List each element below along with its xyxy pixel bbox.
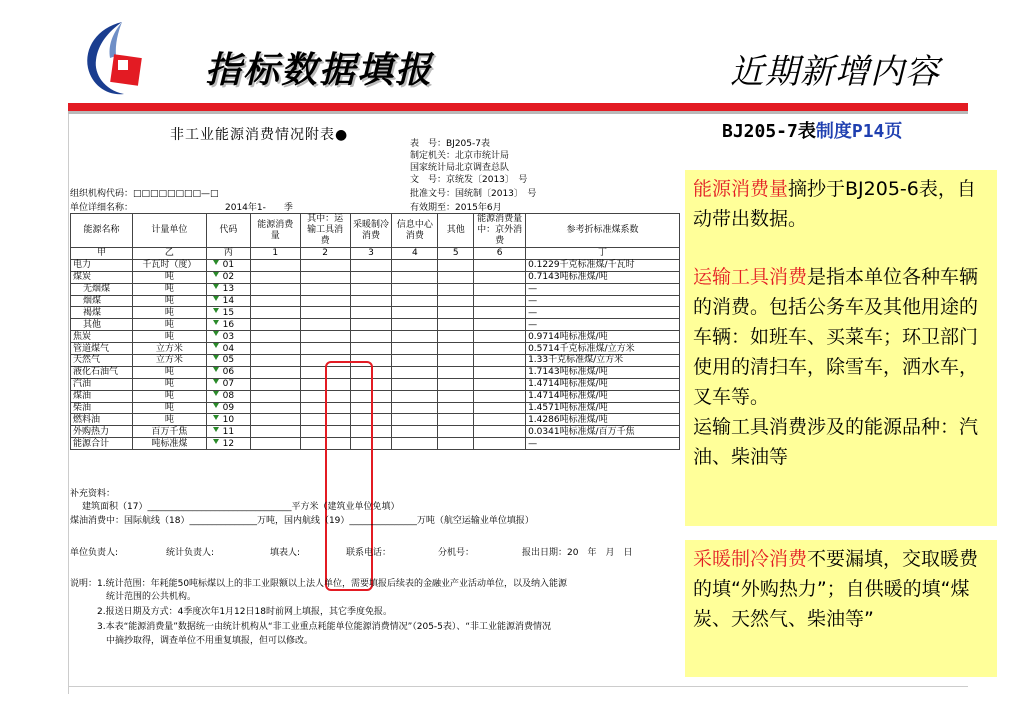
col-header-other: 其他 bbox=[438, 214, 474, 248]
row-datacenter-cell[interactable] bbox=[392, 259, 438, 271]
row-unit: 吨标准煤 bbox=[132, 438, 206, 450]
form-meta-5: 批准文号：国统制〔2013〕 号 bbox=[410, 189, 537, 199]
table-row bbox=[71, 438, 680, 450]
row-beijing-outside-cell[interactable] bbox=[474, 366, 526, 378]
row-coef: — bbox=[526, 307, 680, 319]
row-energy-name: 能源合计 bbox=[71, 438, 133, 450]
row-other-cell[interactable] bbox=[438, 343, 474, 355]
form-meta-1: 表 号：BJ205-7表 bbox=[410, 139, 490, 149]
row-transport-cell[interactable] bbox=[300, 271, 350, 283]
form-reference-label: BJ205-7表 bbox=[722, 121, 816, 142]
row-other-cell[interactable] bbox=[438, 438, 474, 450]
col-index: 1 bbox=[250, 248, 300, 260]
cell-marker-icon bbox=[213, 391, 219, 396]
row-datacenter-cell[interactable] bbox=[392, 283, 438, 295]
row-heat-cell[interactable] bbox=[350, 283, 392, 295]
table-row bbox=[71, 355, 680, 367]
col-header-code: 代码 bbox=[206, 214, 250, 248]
row-transport-cell[interactable] bbox=[300, 331, 350, 343]
table-row bbox=[71, 378, 680, 390]
row-other-cell[interactable] bbox=[438, 283, 474, 295]
row-code: 01 bbox=[206, 259, 250, 271]
row-beijing-outside-cell[interactable] bbox=[474, 390, 526, 402]
col-index: 4 bbox=[392, 248, 438, 260]
row-consumption-cell[interactable] bbox=[250, 426, 300, 438]
sig-stat-head: 统计负责人: bbox=[166, 548, 215, 558]
table-row bbox=[71, 259, 680, 271]
row-other-cell[interactable] bbox=[438, 259, 474, 271]
header-divider-red bbox=[68, 103, 968, 111]
row-beijing-outside-cell[interactable] bbox=[474, 355, 526, 367]
row-coef: 0.0341吨标准煤/百万千焦 bbox=[526, 426, 680, 438]
row-code: 12 bbox=[206, 438, 250, 450]
row-consumption-cell[interactable] bbox=[250, 378, 300, 390]
col-index: 乙 bbox=[132, 248, 206, 260]
row-coef: 0.5714千克标准煤/立方米 bbox=[526, 343, 680, 355]
cell-marker-icon bbox=[213, 343, 219, 348]
row-unit: 吨 bbox=[132, 331, 206, 343]
row-coef: 1.4571吨标准煤/吨 bbox=[526, 402, 680, 414]
row-code: 10 bbox=[206, 414, 250, 426]
row-transport-cell[interactable] bbox=[300, 319, 350, 331]
callout-transport bbox=[693, 262, 989, 412]
row-coef: 1.4714吨标准煤/吨 bbox=[526, 390, 680, 402]
note-line-2: 统计范围的公共机构。 bbox=[70, 592, 197, 602]
row-consumption-cell[interactable] bbox=[250, 355, 300, 367]
row-consumption-cell[interactable] bbox=[250, 307, 300, 319]
row-consumption-cell[interactable] bbox=[250, 331, 300, 343]
col-index-row bbox=[71, 248, 680, 260]
row-other-cell[interactable] bbox=[438, 378, 474, 390]
row-unit: 吨 bbox=[132, 366, 206, 378]
note-line-3: 2.报送日期及方式：4季度次年1月12日18时前网上填报，其它季度免报。 bbox=[70, 607, 392, 617]
row-code: 15 bbox=[206, 307, 250, 319]
table-row bbox=[71, 319, 680, 331]
note-line-1: 说明：1.统计范围：年耗能50吨标煤以上的非工业限额以上法人单位，需要填报后续表的金融业产业活动单位，以及纳入能源 bbox=[70, 579, 568, 589]
row-coef: — bbox=[526, 295, 680, 307]
form-reference-link[interactable]: 制度P14页 bbox=[815, 121, 903, 142]
row-other-cell[interactable] bbox=[438, 271, 474, 283]
cell-marker-icon bbox=[213, 331, 219, 336]
row-beijing-outside-cell[interactable] bbox=[474, 319, 526, 331]
row-code: 06 bbox=[206, 366, 250, 378]
sig-unit-head: 单位负责人: bbox=[70, 548, 119, 558]
row-datacenter-cell[interactable] bbox=[392, 438, 438, 450]
logo-icon bbox=[82, 20, 152, 100]
table-row bbox=[71, 426, 680, 438]
row-beijing-outside-cell[interactable] bbox=[474, 331, 526, 343]
col-header-name: 能源名称 bbox=[71, 214, 133, 248]
page-title: 指标数据填报 bbox=[205, 49, 434, 91]
note-line-5: 中摘抄取得，调查单位不用重复填报，但可以修改。 bbox=[70, 636, 314, 646]
row-consumption-cell[interactable] bbox=[250, 402, 300, 414]
col-header-unit: 计量单位 bbox=[132, 214, 206, 248]
cell-marker-icon bbox=[213, 272, 219, 277]
row-heat-cell[interactable] bbox=[350, 331, 392, 343]
row-datacenter-cell[interactable] bbox=[392, 366, 438, 378]
form-meta-4: 文 号：京统发〔2013〕 号 bbox=[410, 175, 528, 185]
callout-transport-keyword: 运输工具消费 bbox=[693, 266, 808, 288]
row-other-cell[interactable] bbox=[438, 319, 474, 331]
row-heat-cell[interactable] bbox=[350, 319, 392, 331]
callout-consumption bbox=[693, 174, 989, 234]
callout-transport-text: 是指本单位各种车辆的消费。包括公务车及其他用途的车辆：如班车、买菜车；环卫部门使用的清扫车，除雪车，洒水车，叉车等。 bbox=[693, 266, 979, 408]
row-beijing-outside-cell[interactable] bbox=[474, 307, 526, 319]
row-beijing-outside-cell[interactable] bbox=[474, 414, 526, 426]
row-transport-cell[interactable] bbox=[300, 343, 350, 355]
row-unit: 吨 bbox=[132, 295, 206, 307]
header-divider-grey bbox=[68, 111, 968, 114]
row-coef: 1.7143吨标准煤/吨 bbox=[526, 366, 680, 378]
row-other-cell[interactable] bbox=[438, 307, 474, 319]
row-datacenter-cell[interactable] bbox=[392, 343, 438, 355]
row-consumption-cell[interactable] bbox=[250, 271, 300, 283]
cell-marker-icon bbox=[213, 427, 219, 432]
table-row bbox=[71, 366, 680, 378]
col-index: 6 bbox=[474, 248, 526, 260]
row-code: 14 bbox=[206, 295, 250, 307]
callout-heating-text: 不要漏填，交取暖费的填“外购热力”；自供暖的填“煤炭、天然气、柴油等” bbox=[693, 548, 979, 630]
row-coef: — bbox=[526, 283, 680, 295]
row-heat-cell[interactable] bbox=[350, 271, 392, 283]
row-heat-cell[interactable] bbox=[350, 307, 392, 319]
row-coef: 0.1229千克标准煤/千瓦时 bbox=[526, 259, 680, 271]
row-energy-name: 煤炭 bbox=[71, 271, 133, 283]
row-other-cell[interactable] bbox=[438, 426, 474, 438]
row-other-cell[interactable] bbox=[438, 295, 474, 307]
table-row bbox=[71, 331, 680, 343]
table-row bbox=[71, 283, 680, 295]
row-code: 16 bbox=[206, 319, 250, 331]
form-meta-6: 有效期至：2015年6月 bbox=[410, 203, 502, 213]
table-row bbox=[71, 343, 680, 355]
row-unit: 吨 bbox=[132, 414, 206, 426]
cell-marker-icon bbox=[213, 403, 219, 408]
row-energy-name: 燃料油 bbox=[71, 414, 133, 426]
sig-filler: 填表人: bbox=[270, 548, 301, 558]
table-row bbox=[71, 390, 680, 402]
cell-marker-icon bbox=[213, 284, 219, 289]
row-heat-cell[interactable] bbox=[350, 259, 392, 271]
energy-form bbox=[70, 118, 680, 658]
row-unit: 千瓦时（度） bbox=[132, 259, 206, 271]
cell-marker-icon bbox=[213, 439, 219, 444]
row-coef: — bbox=[526, 319, 680, 331]
table-row bbox=[71, 402, 680, 414]
row-datacenter-cell[interactable] bbox=[392, 307, 438, 319]
row-unit: 吨 bbox=[132, 378, 206, 390]
row-energy-name: 褐煤 bbox=[71, 307, 133, 319]
col-index: 3 bbox=[350, 248, 392, 260]
row-consumption-cell[interactable] bbox=[250, 283, 300, 295]
row-unit: 吨 bbox=[132, 402, 206, 414]
row-unit: 吨 bbox=[132, 319, 206, 331]
row-energy-name: 烟煤 bbox=[71, 295, 133, 307]
row-datacenter-cell[interactable] bbox=[392, 319, 438, 331]
form-meta-3: 国家统计局北京调查总队 bbox=[410, 163, 510, 173]
row-heat-cell[interactable] bbox=[350, 295, 392, 307]
row-energy-name: 其他 bbox=[71, 319, 133, 331]
row-datacenter-cell[interactable] bbox=[392, 402, 438, 414]
cell-marker-icon bbox=[213, 260, 219, 265]
row-beijing-outside-cell[interactable] bbox=[474, 438, 526, 450]
row-other-cell[interactable] bbox=[438, 402, 474, 414]
row-datacenter-cell[interactable] bbox=[392, 426, 438, 438]
row-unit: 立方米 bbox=[132, 343, 206, 355]
callout-consumption-transport bbox=[685, 170, 997, 526]
building-area-line: 建筑面积（17）________________________________平方米（建筑业单位免填） bbox=[82, 502, 400, 512]
row-energy-name: 焦炭 bbox=[71, 331, 133, 343]
row-energy-name: 电力 bbox=[71, 259, 133, 271]
row-other-cell[interactable] bbox=[438, 390, 474, 402]
col-index: 丁 bbox=[526, 248, 680, 260]
row-beijing-outside-cell[interactable] bbox=[474, 295, 526, 307]
cell-marker-icon bbox=[213, 308, 219, 313]
row-energy-name: 柴油 bbox=[71, 402, 133, 414]
form-meta-2: 制定机关：北京市统计局 bbox=[410, 151, 510, 161]
col-header-consumption: 能源消费量 bbox=[250, 214, 300, 248]
col-header-datacenter: 信息中心消费 bbox=[392, 214, 438, 248]
col-header-transport: 其中：运输工具消费 bbox=[300, 214, 350, 248]
col-index: 丙 bbox=[206, 248, 250, 260]
row-beijing-outside-cell[interactable] bbox=[474, 343, 526, 355]
cell-marker-icon bbox=[213, 379, 219, 384]
row-code: 11 bbox=[206, 426, 250, 438]
row-beijing-outside-cell[interactable] bbox=[474, 378, 526, 390]
row-energy-name: 煤油 bbox=[71, 390, 133, 402]
aviation-line: 煤油消费中：国际航线（18）_______________万吨，国内航线（19）_______________万吨（航空运输业单位填报） bbox=[70, 516, 534, 526]
cell-marker-icon bbox=[213, 320, 219, 325]
row-code: 04 bbox=[206, 343, 250, 355]
row-unit: 吨 bbox=[132, 283, 206, 295]
row-datacenter-cell[interactable] bbox=[392, 271, 438, 283]
row-energy-name: 无烟煤 bbox=[71, 283, 133, 295]
row-beijing-outside-cell[interactable] bbox=[474, 283, 526, 295]
col-index: 5 bbox=[438, 248, 474, 260]
row-code: 05 bbox=[206, 355, 250, 367]
row-consumption-cell[interactable] bbox=[250, 414, 300, 426]
row-datacenter-cell[interactable] bbox=[392, 378, 438, 390]
report-period: 2014年1- 季 bbox=[225, 203, 293, 213]
row-transport-cell[interactable] bbox=[300, 259, 350, 271]
left-rule bbox=[68, 114, 69, 694]
row-consumption-cell[interactable] bbox=[250, 319, 300, 331]
row-beijing-outside-cell[interactable] bbox=[474, 426, 526, 438]
row-unit: 吨 bbox=[132, 307, 206, 319]
table-row bbox=[71, 271, 680, 283]
row-datacenter-cell[interactable] bbox=[392, 355, 438, 367]
row-coef: 1.33千克标准煤/立方米 bbox=[526, 355, 680, 367]
table-row bbox=[71, 307, 680, 319]
row-code: 09 bbox=[206, 402, 250, 414]
sig-date: 报出日期：20 年 月 日 bbox=[522, 548, 633, 558]
row-code: 13 bbox=[206, 283, 250, 295]
row-consumption-cell[interactable] bbox=[250, 366, 300, 378]
sig-phone: 联系电话： bbox=[346, 548, 392, 558]
form-title: 非工业能源消费情况附表● bbox=[170, 127, 349, 143]
row-code: 08 bbox=[206, 390, 250, 402]
col-header-beijing-outside: 能源消费量中：京外消费 bbox=[474, 214, 526, 248]
unit-name: 单位详细名称： bbox=[70, 203, 134, 213]
col-header-heat: 采暖制冷消费 bbox=[350, 214, 392, 248]
callout-heating-keyword: 采暖制冷消费 bbox=[693, 548, 808, 570]
callout-consumption-text: 摘抄于BJ205-6表，自动带出数据。 bbox=[693, 178, 976, 230]
row-consumption-cell[interactable] bbox=[250, 259, 300, 271]
row-energy-name: 液化石油气 bbox=[71, 366, 133, 378]
sig-ext: 分机号： bbox=[438, 548, 475, 558]
row-beijing-outside-cell[interactable] bbox=[474, 259, 526, 271]
cell-marker-icon bbox=[213, 296, 219, 301]
col-index: 甲 bbox=[71, 248, 133, 260]
row-consumption-cell[interactable] bbox=[250, 438, 300, 450]
row-energy-name: 天然气 bbox=[71, 355, 133, 367]
row-coef: — bbox=[526, 438, 680, 450]
org-code: 组织机构代码：□□□□□□□□—□ bbox=[70, 189, 219, 199]
col-index: 2 bbox=[300, 248, 350, 260]
row-other-cell[interactable] bbox=[438, 366, 474, 378]
row-transport-cell[interactable] bbox=[300, 295, 350, 307]
row-datacenter-cell[interactable] bbox=[392, 414, 438, 426]
col-header-coef: 参考折标准煤系数 bbox=[526, 214, 680, 248]
row-heat-cell[interactable] bbox=[350, 343, 392, 355]
row-code: 07 bbox=[206, 378, 250, 390]
row-consumption-cell[interactable] bbox=[250, 390, 300, 402]
row-consumption-cell[interactable] bbox=[250, 295, 300, 307]
energy-table bbox=[70, 213, 680, 450]
row-coef: 0.9714吨标准煤/吨 bbox=[526, 331, 680, 343]
supplement-label: 补充资料： bbox=[70, 489, 116, 499]
row-code: 02 bbox=[206, 271, 250, 283]
row-code: 03 bbox=[206, 331, 250, 343]
row-datacenter-cell[interactable] bbox=[392, 390, 438, 402]
row-coef: 0.7143吨标准煤/吨 bbox=[526, 271, 680, 283]
note-line-4: 3.本表“能源消费量”数据统一由统计机构从“非工业重点耗能单位能源消费情况”（205-5表）、“非工业能源消费情况 bbox=[70, 622, 552, 632]
row-other-cell[interactable] bbox=[438, 355, 474, 367]
row-datacenter-cell[interactable] bbox=[392, 331, 438, 343]
row-beijing-outside-cell[interactable] bbox=[474, 271, 526, 283]
row-unit: 吨 bbox=[132, 271, 206, 283]
row-unit: 吨 bbox=[132, 390, 206, 402]
section-title: 近期新增内容 bbox=[730, 52, 940, 92]
row-beijing-outside-cell[interactable] bbox=[474, 402, 526, 414]
callout-transport-fuel: 运输工具消费涉及的能源品种：汽油、柴油等 bbox=[693, 416, 979, 468]
row-consumption-cell[interactable] bbox=[250, 343, 300, 355]
form-reference bbox=[722, 117, 902, 143]
callout-consumption-keyword: 能源消费量 bbox=[693, 178, 789, 200]
row-other-cell[interactable] bbox=[438, 331, 474, 343]
table-row bbox=[71, 295, 680, 307]
row-transport-cell[interactable] bbox=[300, 307, 350, 319]
row-datacenter-cell[interactable] bbox=[392, 295, 438, 307]
bottom-rule bbox=[68, 686, 968, 687]
callout-heating bbox=[685, 540, 997, 677]
row-coef: 1.4286吨标准煤/吨 bbox=[526, 414, 680, 426]
row-unit: 立方米 bbox=[132, 355, 206, 367]
row-energy-name: 外购热力 bbox=[71, 426, 133, 438]
row-energy-name: 管道煤气 bbox=[71, 343, 133, 355]
cell-marker-icon bbox=[213, 415, 219, 420]
row-other-cell[interactable] bbox=[438, 414, 474, 426]
row-unit: 百万千焦 bbox=[132, 426, 206, 438]
row-coef: 1.4714吨标准煤/吨 bbox=[526, 378, 680, 390]
row-transport-cell[interactable] bbox=[300, 283, 350, 295]
table-row bbox=[71, 414, 680, 426]
row-energy-name: 汽油 bbox=[71, 378, 133, 390]
cell-marker-icon bbox=[213, 367, 219, 372]
cell-marker-icon bbox=[213, 355, 219, 360]
